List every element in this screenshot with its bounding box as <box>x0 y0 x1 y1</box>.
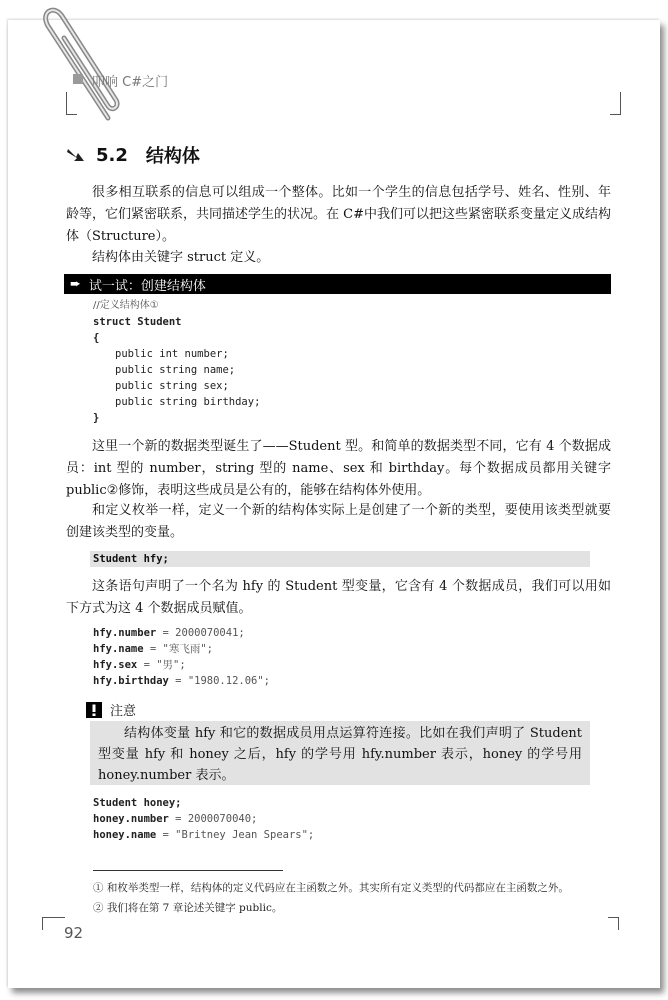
code-line: hfy.number = 2000070041; <box>93 627 245 639</box>
note-box <box>90 721 590 785</box>
code-line: } <box>93 412 100 424</box>
code-block <box>93 298 593 426</box>
code-block <box>93 625 593 689</box>
code-comment: //定义结构体① <box>93 300 159 311</box>
arrow-right-icon: ➨ <box>70 276 81 292</box>
code-line: honey.number = 2000070040; <box>93 813 258 825</box>
paragraph: 和定义枚举一样，定义一个新的结构体实际上是创建了一个新的类型，要使用该类型就要创建该类型的变量。 <box>66 503 611 540</box>
code-line: hfy.sex = "男"; <box>93 659 186 671</box>
section-number: 5.2 <box>96 144 128 166</box>
section-heading <box>66 142 200 168</box>
code-line: hfy.name = "寒飞雨"; <box>93 643 214 655</box>
code-line: { <box>93 332 100 344</box>
footnote: ② 我们将在第 7 章论述关键字 public。 <box>93 902 283 914</box>
code-line: public string birthday; <box>115 396 261 408</box>
note-text: 结构体变量 hfy 和它的数据成员用点运算符连接。比如在我们声明了 Student 型变量 hfy 和 honey 之后，hfy 的学号用 hfy.number 表示，honey 的学号用 honey.number 表示。 <box>98 726 582 783</box>
footnote-divider <box>93 870 283 871</box>
code-line: struct Student <box>93 316 182 328</box>
crop-mark <box>42 917 65 930</box>
crop-mark <box>610 92 621 115</box>
code-line: Student honey; <box>93 797 182 809</box>
code-block <box>93 795 593 843</box>
exclamation-icon <box>86 702 102 718</box>
paragraph: 很多相互联系的信息可以组成一个整体。比如一个学生的信息包括学号、姓名、性别、年龄等，它们紧密联系，共同描述学生的状况。在 C#中我们可以把这些紧密联系变量定义成结构体（Structure）。 <box>66 185 611 244</box>
page-number: 92 <box>64 924 84 942</box>
code-line: public int number; <box>115 348 229 360</box>
try-it-bar <box>64 274 611 294</box>
crop-mark <box>608 917 619 930</box>
code-line: public string name; <box>115 364 236 376</box>
try-it-label: 试一试：创建结构体 <box>88 278 206 294</box>
code-statement: Student hfy; <box>90 551 590 567</box>
paperclip-icon <box>20 0 130 130</box>
footnote: ① 和枚举类型一样，结构体的定义代码应在主函数之外。其实所有定义类型的代码都应在主函数之外。 <box>93 882 569 894</box>
paragraph: 这里一个新的数据类型诞生了——Student 型。和简单的数据类型不同，它有 4 个数据成员：int 型的 number，string 型的 name、sex 和 birthday。每个数据成员都用关键字 public②修饰，表明这些成员是公有的，能够在结构体外使用。 <box>66 439 611 498</box>
running-head-marker <box>73 74 83 84</box>
arrow-down-right-icon <box>66 147 86 163</box>
code-line: honey.name = "Britney Jean Spears"; <box>93 829 315 841</box>
code-line: public string sex; <box>115 380 229 392</box>
code-line: hfy.birthday = "1980.12.06"; <box>93 675 271 687</box>
running-head: 叩响 C#之门 <box>92 75 169 90</box>
section-title: 结构体 <box>145 146 200 167</box>
paragraph: 这条语句声明了一个名为 hfy 的 Student 型变量，它含有 4 个数据成员，我们可以用如下方式为这 4 个数据成员赋值。 <box>66 579 611 616</box>
note-label: 注意 <box>110 704 137 719</box>
paragraph: 结构体由关键字 struct 定义。 <box>92 250 270 265</box>
note-title <box>86 700 136 719</box>
